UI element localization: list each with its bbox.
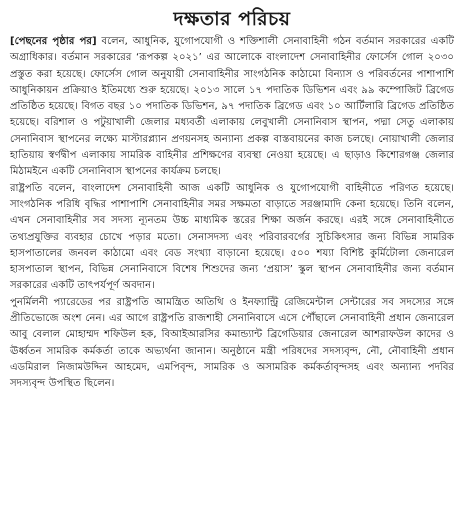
article-body [10, 34, 454, 393]
article-paragraph-2: রাষ্ট্রপতি বলেন, বাংলাদেশ সেনাবাহিনী আজ একটি আধুনিক ও যুগোপযোগী বাহিনীতে পরিণত হয়েছে। সাংগঠনিক পরিধি বৃদ্ধির পাশাপাশি সেনাবাহিনীর সমর সক্ষমতা বাড়াতে সরঞ্জামাদি কেনা হয়েছে। তিনি বলেন, এখন সেনাবাহিনীর সব সদস্য ন্যূনতম উচ্চ মাধ্যমিক স্তরের শিক্ষা অর্জন করছে। এরই সঙ্গে সেনাবাহিনীতে তথ্যপ্রযুক্তির ব্যবহার চোখে পড়ার মতো। সেনাসদস্য এবং পরিবারবর্গের সুচিকিৎসার জন্য বিভিন্ন সামরিক হাসপাতালের জনবল কাঠামো এবং বেড সংখ্যা বাড়ানো হয়েছে। ৫০০ শয্যা বিশিষ্ট কুর্মিটোলা জেনারেল হাসপাতাল স্থাপন, বিভিন্ন সেনানিবাসে বিশেষ শিশুদের জন্য ‘প্রয়াস’ স্কুল স্থাপন সেনাবাহিনীর জন্য বর্তমান সরকারের একটি তাৎপর্যপূর্ণ অবদান। [10, 182, 454, 292]
article-paragraph-3: পুনর্মিলনী প্যারেডের পর রাষ্ট্রপতি আমন্ত্রিত অতিথি ও ইনফ্যান্ট্রি রেজিমেন্টাল সেন্টারের সব সদস্যের সঙ্গে প্রীতিভোজে অংশ নেন। এর আগে রাষ্ট্রপতি রাজশাহী সেনানিবাসে এসে পৌঁছালে সেনাবাহিনী প্রধান জেনারেল আবু বেলাল মোহাম্মদ শফিউল হক, বিআইআরসির কমান্ড্যান্ট ব্রিগেডিয়ার জেনারেল আশরাফউল কাদের ও ঊর্ধ্বতন সামরিক কর্মকর্তা তাকে অভ্যর্থনা জানান। অনুষ্ঠানে মন্ত্রী পরিষদের সদস্যবৃন্দ, নৌ, নৌবাহিনী প্রধান এডমিরাল নিজামউদ্দিন আহমেদ, এমপিবৃন্দ, সামরিক ও অসামরিক কর্মকর্তাবৃন্দসহ এবং অন্যান্য পদবির সদস্যবৃন্দ উপস্থিত ছিলেন। [10, 296, 454, 390]
article-headline: দক্ষতার পরিচয় [173, 8, 291, 30]
paragraph-1-text: বলেন, আধুনিক, যুগোপযোগী ও শক্তিশালী সেনাবাহিনী গঠন বর্তমান সরকারের একটি অগ্রাধিকার। বর্তমান সরকারের ‘রূপকল্প ২০২১’ এর আলোকে বাংলাদেশ সেনাবাহিনীর ফোর্সেস গোল ২০৩০ প্রস্তুত করা হয়েছে। ফোর্সেস গোল অনুযায়ী সেনাবাহিনীর সাংগঠনিক কাঠামো বিন্যাস ও পরিবর্তনের পাশাপাশি আধুনিকায়ন প্রক্রিয়াও ইতিমধ্যে শুরু হয়েছে। ২০১৩ সালে ১৭ পদাতিক ডিভিশন এবং ৯৯ কম্পোজিট ব্রিগেড প্রতিষ্ঠিত হয়েছে। বিগত বছর ১০ পদাতিক ডিভিশন, ৯৭ পদাতিক ব্রিগেড এবং ১০ আর্টিলারি ব্রিগেড প্রতিষ্ঠিত হয়েছে। বরিশাল ও পটুয়াখালী জেলার মধ্যবর্তী এলাকায় লেবুখালী সেনানিবাস স্থাপন, পদ্মা সেতু এলাকায় সেনানিবাস স্থাপনের লক্ষ্যে মাস্টারপ্ল্যান প্রণয়নসহ অন্যান্য প্রকল্প বাস্তবায়নের কাজ চলছে। নোয়াখালী জেলার হাতিয়ায় স্বর্ণদ্বীপ এলাকায় সামরিক বাহিনীর প্রশিক্ষণের ব্যবস্থা নেওয়া হয়েছে। এ ছাড়াও কিশোরগঞ্জ জেলার মিঠামইনে একটি সেনানিবাস স্থাপনের কার্যক্রম চলছে। [10, 36, 454, 178]
article-paragraph-1 [10, 34, 454, 181]
continued-from-label: [পেছনের পৃষ্ঠার পর] [10, 36, 97, 47]
